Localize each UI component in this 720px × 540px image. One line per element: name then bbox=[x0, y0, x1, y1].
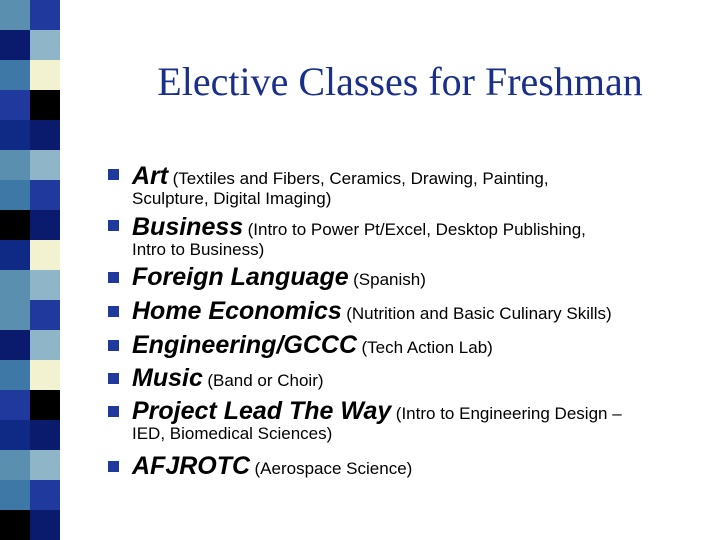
stripe-tile bbox=[0, 450, 30, 480]
stripe-tile bbox=[30, 120, 60, 150]
stripe-tile bbox=[30, 90, 60, 120]
item-desc-line2: Sculpture, Digital Imaging) bbox=[132, 189, 332, 208]
stripe-tile bbox=[0, 180, 30, 210]
stripe-tile bbox=[0, 0, 30, 30]
stripe-tile bbox=[30, 180, 60, 210]
square-bullet-icon bbox=[108, 373, 119, 384]
item-desc-line2: Intro to Business) bbox=[132, 240, 265, 259]
stripe-tile bbox=[30, 510, 60, 540]
item-desc: (Aerospace Science) bbox=[254, 459, 413, 478]
stripe-tile bbox=[30, 30, 60, 60]
item-desc: (Spanish) bbox=[353, 270, 426, 289]
stripe-tile bbox=[30, 150, 60, 180]
item-term: Music bbox=[132, 364, 203, 392]
item-desc: (Nutrition and Basic Culinary Skills) bbox=[346, 304, 612, 323]
stripe-tile bbox=[30, 330, 60, 360]
stripe-tile bbox=[0, 240, 30, 270]
stripe-tile bbox=[30, 360, 60, 390]
stripe-tile bbox=[30, 450, 60, 480]
item-term: AFJROTC bbox=[132, 452, 251, 480]
square-bullet-icon bbox=[108, 406, 119, 417]
item-desc: (Band or Choir) bbox=[207, 371, 324, 390]
stripe-tile bbox=[30, 210, 60, 240]
stripe-tile bbox=[0, 480, 30, 510]
stripe-tile bbox=[0, 330, 30, 360]
stripe-tile bbox=[30, 0, 60, 30]
stripe-tile bbox=[0, 60, 30, 90]
stripe-tile bbox=[30, 300, 60, 330]
item-term: Art bbox=[132, 162, 169, 190]
stripe-tile bbox=[30, 420, 60, 450]
stripe-tile bbox=[0, 120, 30, 150]
stripe-tile bbox=[30, 270, 60, 300]
item-desc: (Intro to Power Pt/Excel, Desktop Publishing, bbox=[247, 220, 586, 239]
stripe-tile bbox=[0, 300, 30, 330]
stripe-tile bbox=[0, 90, 30, 120]
item-desc: (Intro to Engineering Design – bbox=[395, 404, 622, 423]
item-desc: (Textiles and Fibers, Ceramics, Drawing, Painting, bbox=[172, 169, 549, 188]
square-bullet-icon bbox=[108, 340, 119, 351]
item-term: Foreign Language bbox=[132, 263, 349, 291]
item-term: Project Lead The Way bbox=[132, 397, 392, 425]
square-bullet-icon bbox=[108, 169, 119, 180]
square-bullet-icon bbox=[108, 220, 119, 231]
stripe-tile bbox=[30, 60, 60, 90]
stripe-tile bbox=[0, 210, 30, 240]
stripe-tile bbox=[0, 420, 30, 450]
square-bullet-icon bbox=[108, 306, 119, 317]
slide-title: Elective Classes for Freshman bbox=[157, 59, 643, 104]
stripe-tile bbox=[0, 270, 30, 300]
decorative-stripe bbox=[0, 0, 60, 540]
square-bullet-icon bbox=[108, 461, 119, 472]
item-desc: (Tech Action Lab) bbox=[361, 338, 493, 357]
stripe-tile bbox=[0, 510, 30, 540]
stripe-tile bbox=[30, 240, 60, 270]
stripe-tile bbox=[30, 390, 60, 420]
item-desc-line2: IED, Biomedical Sciences) bbox=[132, 424, 333, 443]
stripe-tile bbox=[0, 390, 30, 420]
stripe-tile bbox=[0, 30, 30, 60]
item-term: Home Economics bbox=[132, 297, 342, 325]
stripe-tile bbox=[0, 360, 30, 390]
stripe-tile bbox=[30, 480, 60, 510]
stripe-tile bbox=[0, 150, 30, 180]
square-bullet-icon bbox=[108, 272, 119, 283]
item-term: Engineering/GCCC bbox=[132, 331, 358, 359]
item-term: Business bbox=[132, 213, 244, 241]
